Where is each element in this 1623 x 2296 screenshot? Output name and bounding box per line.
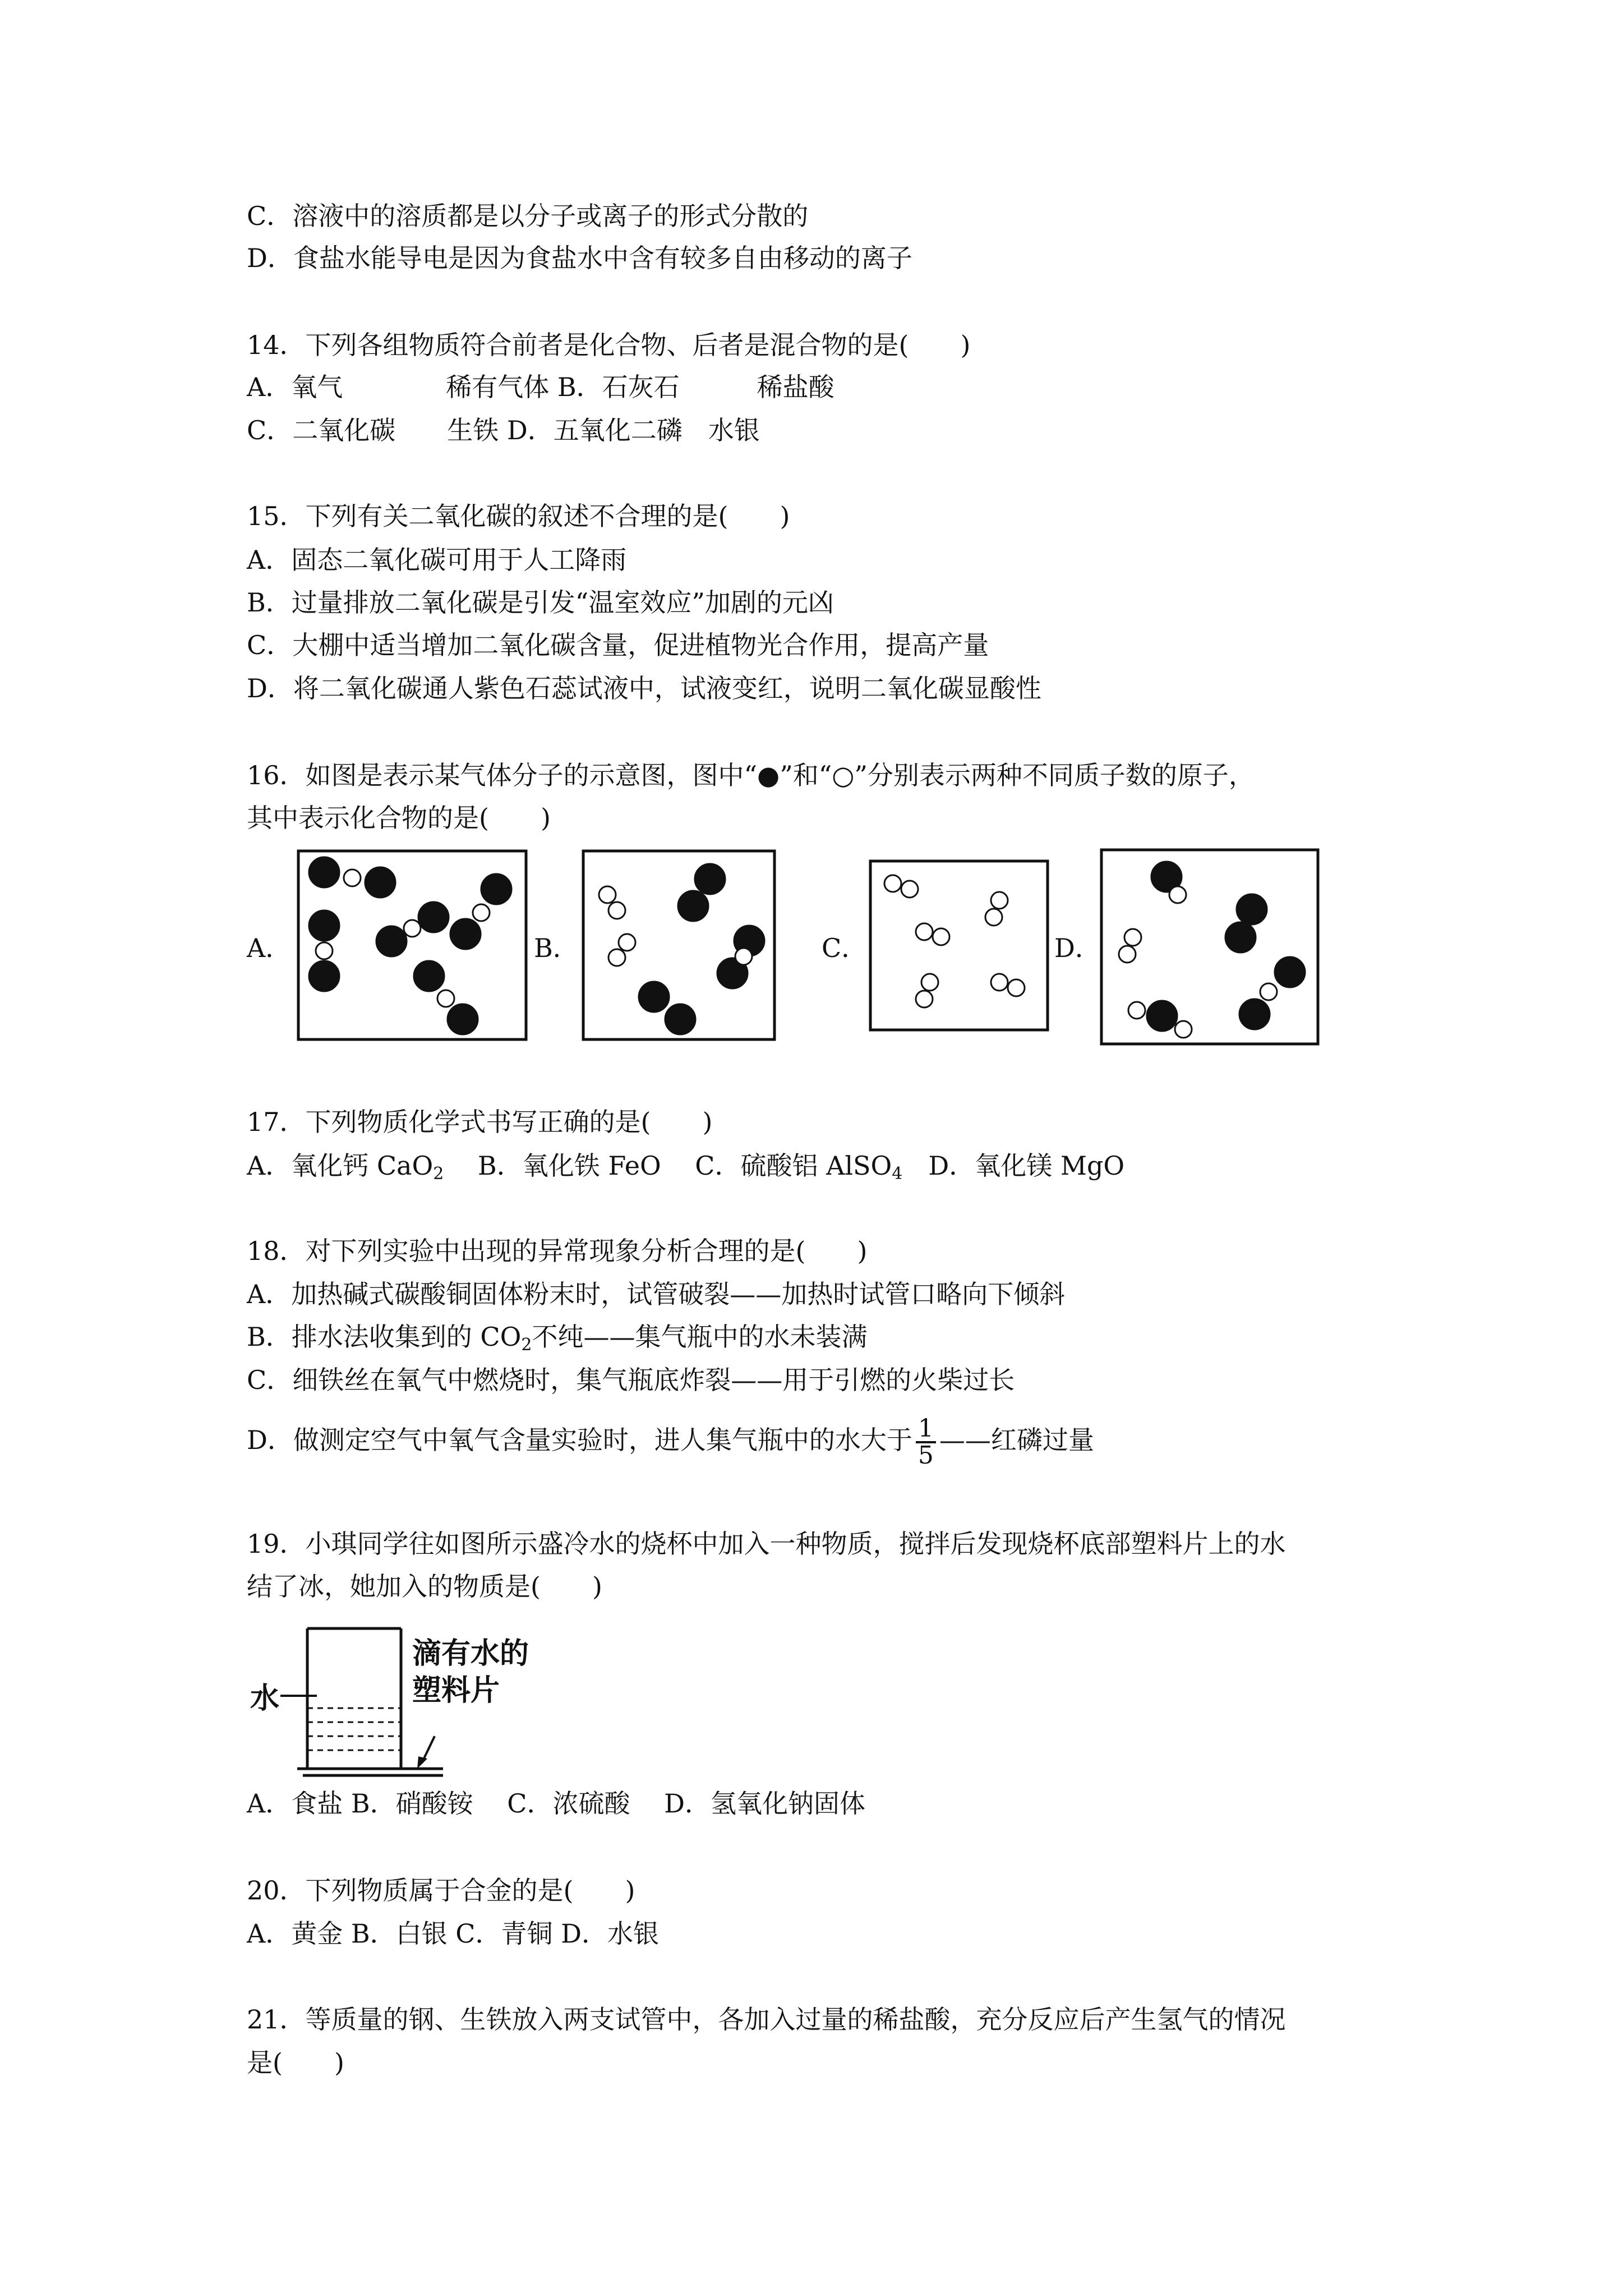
q16-stem-line2: 其中表示化合物的是( ) [247,803,551,833]
q17-option-c-subscript: 4 [892,1164,903,1184]
film-label-line2: 塑料片 [412,1674,500,1708]
q18-option-b [247,1320,867,1362]
fraction-one-fifth [916,1416,936,1468]
q18-option-d-pre: D．做测定空气中氧气含量实验时，进人集气瓶中的水大于 [247,1425,912,1455]
q18-stem: 18．对下列实验中出现的异常现象分析合理的是( ) [247,1236,868,1266]
q17-option-a: A．氧化钙 CaO [247,1151,434,1181]
q16-label-c: C． [822,933,868,963]
q16-stem-line1: 16．如图是表示某气体分子的示意图，图中“●”和“○”分别表示两种不同质子数的原子， [247,760,1255,790]
q15-option-b: B．过量排放二氧化碳是引发“温室效应”加剧的元凶 [247,587,834,618]
film-label-line1: 滴有水的 [412,1637,529,1671]
q16-label-d: D． [1054,933,1101,963]
q13-option-d: D．食盐水能导电是因为食盐水中含有较多自由移动的离子 [247,243,912,273]
q21-stem-line2: 是( ) [247,2047,344,2078]
q18-option-a: A．加热碱式碳酸铜固体粉末时，试管破裂——加热时试管口略向下倾斜 [247,1279,1066,1309]
q17-option-a-subscript: 2 [433,1164,444,1184]
q14-stem: 14．下列各组物质符合前者是化合物、后者是混合物的是( ) [247,330,971,360]
q17-stem: 17．下列物质化学式书写正确的是( ) [247,1107,713,1137]
q17-option-bc: B．氧化铁 FeO C．硫酸铝 AlSO [444,1151,892,1181]
q16-box-b [582,850,776,1041]
q21-stem-line1: 21．等质量的钢、生铁放入两支试管中，各加入过量的稀盐酸，充分反应后产生氢气的情况 [247,2004,1286,2035]
fraction-numerator: 1 [916,1416,936,1443]
q18-option-b-post: 不纯——集气瓶中的水未装满 [532,1322,868,1352]
q15-stem: 15．下列有关二氧化碳的叙述不合理的是( ) [247,501,790,531]
q18-option-b-pre: B．排水法收集到的 CO [247,1322,522,1352]
q15-option-d: D．将二氧化碳通人紫色石蕊试液中，试液变红，说明二氧化碳显酸性 [247,673,1041,703]
q16-box-c [869,860,1049,1031]
fraction-denominator: 5 [917,1441,934,1470]
q14-options-row1: A．氧气 稀有气体 B．石灰石 稀盐酸 [247,372,834,402]
q19-options: A．食盐 B．硝酸铵 C．浓硫酸 D．氢氧化钠固体 [247,1788,865,1819]
q18-option-b-subscript: 2 [521,1335,532,1355]
q16-box-d [1100,849,1319,1045]
q19-stem-line1: 19．小琪同学往如图所示盛冷水的烧杯中加入一种物质，搅拌后发现烧杯底部塑料片上的水 [247,1529,1286,1559]
film-label [412,1635,529,1709]
q17-option-d: D．氧化镁 MgO [902,1151,1125,1181]
q18-option-d-post: ——红磷过量 [939,1425,1094,1455]
q18-option-c: C．细铁丝在氧气中燃烧时，集气瓶底炸裂——用于引燃的火柴过长 [247,1365,1015,1395]
q14-options-row2: C．二氧化碳 生铁 D．五氧化二磷 水银 [247,415,760,445]
q15-option-c: C．大棚中适当增加二氧化碳含量，促进植物光合作用，提高产量 [247,630,989,660]
q18-option-d [247,1416,1094,1468]
q15-option-a: A．固态二氧化碳可用于人工降雨 [247,545,627,575]
q17-options [247,1149,1124,1191]
q16-label-b: B． [534,933,579,963]
q16-label-a: A． [247,933,292,963]
water-label: 水 [250,1682,280,1715]
q16-box-a [297,850,527,1041]
q20-stem: 20．下列物质属于合金的是( ) [247,1875,635,1906]
q20-options: A．黄金 B．白银 C．青铜 D．水银 [247,1918,659,1949]
q13-option-c: C．溶液中的溶质都是以分子或离子的形式分散的 [247,201,809,231]
q19-stem-line2: 结了冰，她加入的物质是( ) [247,1571,602,1602]
